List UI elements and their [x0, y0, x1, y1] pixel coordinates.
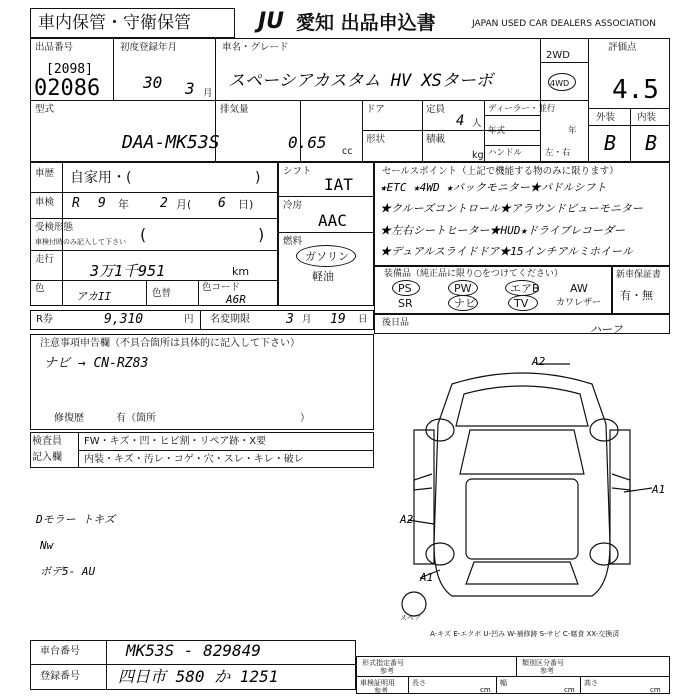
recycle-value: 9,310	[104, 312, 144, 327]
capacity-label: 定員	[426, 104, 446, 115]
inspector-row1: FW・キズ・凹・ヒビ割・リペア跡・X要	[84, 436, 267, 447]
diagram-spare-label: スペア	[400, 614, 421, 622]
mileage-unit: km	[232, 265, 250, 278]
warranty-label: 新車保証書	[616, 270, 662, 280]
handwritten-line3: ボデ5- AU	[40, 565, 96, 578]
diagram-mark-a1-left: A1	[420, 571, 434, 584]
sales-point-line3: ★左右シートヒーター★HUD★ドライブレコーダー	[380, 224, 625, 237]
equipment-sr: SR	[398, 297, 413, 310]
color-code-value: A6R	[226, 293, 246, 306]
load-label: 積載	[426, 134, 446, 145]
doors-label: ドア	[366, 104, 385, 115]
shaken-day-unit: 日)	[238, 198, 254, 211]
inspector-label2: 記入欄	[32, 452, 62, 463]
color-label: 色	[35, 283, 45, 294]
cert-height: 高さ	[584, 679, 598, 687]
drive-4wd: 4WD	[550, 79, 570, 88]
sales-points-label: セールスポイント（上記で機能する物のみに限ります）	[382, 166, 619, 177]
color-value: アカII	[76, 290, 112, 303]
equipment-pw: PW	[454, 282, 472, 295]
equipment-airbag-circle	[505, 280, 539, 296]
equipment-label: 装備品（純正品に限り○をつけてください）	[384, 269, 563, 279]
chassis-value: MK53S - 829849	[126, 641, 261, 660]
handwritten-line1: Dモラー トキズ	[36, 513, 116, 526]
equipment-navi: ナビ	[454, 297, 476, 310]
equipment-tv: TV	[514, 297, 529, 310]
history-label: 車歴	[35, 168, 55, 179]
shaken-label: 車検	[35, 197, 55, 208]
shift-value: IAT	[324, 175, 353, 194]
handle-options: 左・右	[545, 148, 571, 158]
repair-value: 有（箇所	[116, 413, 156, 424]
equipment-pw-circle	[448, 280, 478, 296]
name-change-day: 19	[330, 312, 346, 327]
handle-label: ハンドル	[488, 148, 523, 158]
capacity-unit: 人	[472, 118, 482, 129]
name-change-month-unit: 月	[302, 314, 312, 325]
model-year-unit: 年	[568, 126, 577, 136]
color-code-label: 色コード	[202, 282, 241, 293]
sales-point-line2: ★クルーズコントロール★アラウンドビューモニター	[380, 202, 643, 215]
sales-point-line4: ★デュアルスライドドア★15インチアルミホイール	[380, 245, 633, 258]
cert-note-3: 参考	[374, 687, 388, 695]
cert-length: 長さ	[412, 679, 426, 687]
name-change-day-unit: 日	[358, 314, 368, 325]
recycle-label: R券	[36, 314, 53, 325]
aircon-label: 冷房	[283, 200, 303, 211]
equipment-tv-circle	[508, 295, 538, 311]
notes-line1: ナビ → CN-RZ83	[44, 356, 149, 371]
registration-label: 登録番号	[40, 671, 80, 682]
shaken-day: 6	[218, 196, 226, 211]
name-change-month: 3	[286, 312, 294, 327]
first-registration-month-unit: 月	[203, 88, 213, 99]
shift-label: シフト	[283, 166, 312, 177]
rating-value: 4.5	[612, 75, 659, 105]
first-registration-month: 3	[185, 79, 195, 98]
model-name-label: 車名・グレード	[222, 42, 289, 53]
shape-label: 形状	[366, 134, 386, 145]
recycle-row	[30, 310, 374, 330]
cert-height-unit: cm	[650, 686, 661, 694]
cert-length-unit: cm	[480, 686, 491, 694]
history-value: 自家用・(	[70, 170, 132, 186]
equipment-leather: カワレザー	[556, 298, 602, 308]
displacement-unit: cc	[342, 146, 353, 157]
chassis-label: 車台番号	[40, 646, 80, 657]
displacement-label: 排気量	[220, 104, 249, 115]
color-change-label: 色替	[152, 288, 172, 299]
model-name-value: スペーシアカスタム HV XSターボ	[228, 71, 493, 91]
name-change-label: 名変期限	[210, 314, 250, 325]
shaken-year: 9	[98, 196, 106, 211]
later-items-value: ハーフ	[590, 323, 623, 336]
cert-category: 類別区分番号	[522, 659, 564, 667]
registration-value: 四日市 580 か 1251	[118, 667, 279, 686]
shaken-month: 2	[160, 196, 168, 211]
equipment-ps-circle	[392, 280, 420, 296]
drive-2wd: 2WD	[546, 50, 570, 61]
model-year-label: 年式	[488, 126, 506, 136]
repair-close: ）	[300, 413, 310, 424]
diagram-mark-a1-right: A1	[652, 483, 666, 496]
form-title: 愛知 出品申込書	[296, 12, 436, 34]
model-code-label: 型式	[35, 104, 55, 115]
dealer-import-label: ディーラー・並行	[488, 104, 556, 114]
equipment-aw: AW	[570, 282, 588, 295]
displacement-value: 0.65	[288, 133, 327, 152]
receive-open: (	[140, 225, 147, 244]
warranty-options: 有・無	[620, 289, 653, 302]
cert-note-1: 参考	[380, 667, 394, 675]
mileage-value: 3万1千951	[90, 262, 166, 280]
shaken-prefix: R	[72, 196, 80, 211]
aircon-value: AAC	[318, 211, 347, 230]
first-registration-year: 30	[143, 73, 163, 92]
cert-width-unit: cm	[564, 686, 575, 694]
repair-label: 修復歴	[54, 413, 84, 424]
recycle-unit: 円	[184, 314, 194, 325]
lot-number: 02086	[34, 76, 101, 101]
cert-certificate: 車検証明用	[360, 679, 395, 687]
history-close: )	[255, 170, 261, 186]
cert-note-2: 参考	[540, 667, 554, 675]
fuel-diesel: 軽油	[312, 270, 334, 283]
shaken-year-unit: 年	[118, 198, 129, 211]
sales-point-line1: ★ETC ★4WD ★バックモニター★パドルシフト	[380, 181, 607, 194]
capacity-value: 4	[456, 113, 465, 129]
rating-label: 評価点	[608, 42, 637, 53]
fuel-circle	[296, 245, 356, 267]
exterior-grade: B	[604, 131, 617, 155]
interior-grade: B	[645, 131, 658, 155]
receive-label: 受検形態	[35, 222, 74, 233]
inspector-row2: 内装・キズ・汚レ・コゲ・穴・スレ・キレ・破レ	[84, 454, 304, 465]
equipment-airbag: エアB	[510, 282, 540, 295]
receive-note: 車検付時のみ記入して下さい	[35, 238, 126, 246]
lot-label: 出品番号	[35, 42, 74, 53]
diagram-legend: A-キズ E-エクボ U-凹み W-補修跡 S-サビ C-腐食 XX-交換済	[430, 630, 620, 638]
fuel-gasoline: ガソリン	[305, 250, 349, 263]
car-damage-diagram	[374, 334, 670, 630]
exterior-label: 外装	[596, 112, 616, 123]
drive-circle	[548, 73, 576, 91]
inspector-label1: 検査員	[32, 436, 62, 447]
load-unit: kg	[472, 150, 484, 161]
diagram-mark-a2-top: A2	[532, 355, 546, 368]
receive-close: )	[258, 225, 265, 244]
storage-label: 車内保管・守衛保管	[38, 13, 191, 33]
later-items-block	[374, 314, 670, 334]
shaken-month-unit: 月(	[176, 198, 192, 211]
handwritten-line2: Nw	[40, 539, 54, 552]
mileage-label: 走行	[35, 254, 55, 265]
diagram-mark-a2-left: A2	[400, 513, 414, 526]
lot-bracket-number: [2098]	[46, 62, 93, 77]
ju-logo: JU	[258, 9, 285, 34]
cert-model-designation: 形式指定番号	[362, 659, 404, 667]
cert-width: 幅	[500, 679, 507, 687]
detail-block	[30, 162, 278, 306]
later-items-label: 後日品	[382, 318, 410, 328]
model-code-value: DAA-MK53S	[122, 132, 220, 153]
first-registration-label: 初度登録年月	[120, 42, 178, 53]
equipment-ps: PS	[398, 282, 412, 295]
notes-label: 注意事項申告欄（不具合箇所は具体的に記入して下さい）	[40, 338, 300, 349]
interior-label: 内装	[637, 112, 657, 123]
fuel-label: 燃料	[283, 236, 303, 247]
form-title-en: JAPAN USED CAR DEALERS ASSOCIATION	[472, 19, 656, 29]
equipment-navi-circle	[448, 295, 478, 311]
